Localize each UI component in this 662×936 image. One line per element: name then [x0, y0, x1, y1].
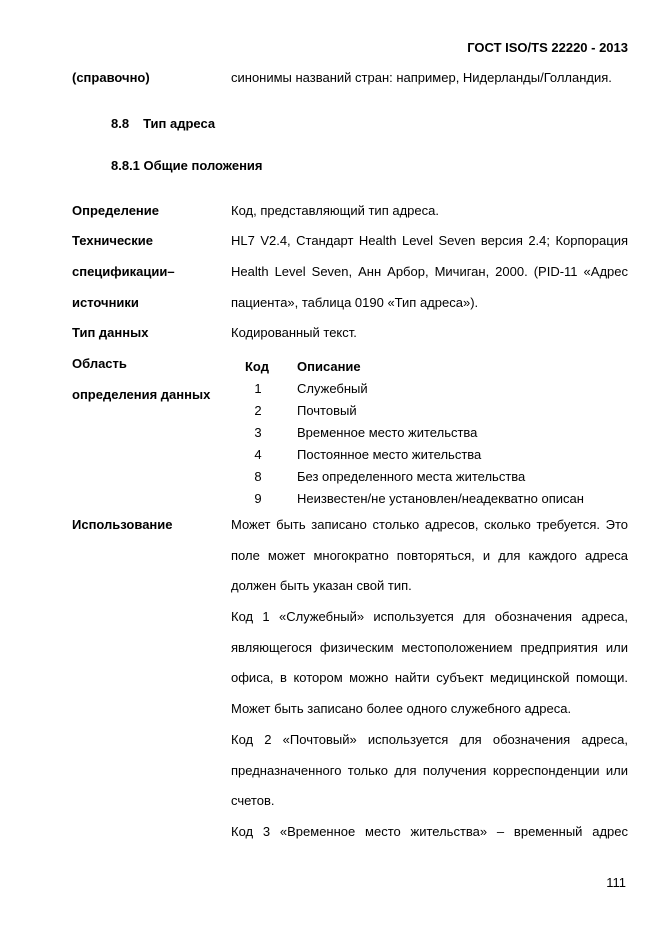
section-title: Тип адреса — [143, 116, 216, 131]
usage-line: счетов. — [231, 793, 275, 808]
data-type-text: Кодированный текст. — [231, 325, 357, 340]
usage-line: предназначенного только для получения корреспонденции или — [231, 763, 628, 778]
section-number: 8.8 — [111, 116, 130, 131]
data-type-label: Тип данных — [72, 325, 149, 340]
tech-specs-text-line: HL7 V2.4, Стандарт Health Level Seven версия 2.4; Корпорация — [231, 233, 628, 248]
code-cell: 9 — [254, 491, 262, 506]
page-number: 111 — [606, 875, 626, 890]
tech-specs-label-line: спецификации– — [72, 264, 175, 279]
usage-line: Код 1 «Служебный» используется для обозначения адреса, — [231, 609, 628, 624]
usage-line: Код 2 «Почтовый» используется для обозначения адреса, — [231, 732, 628, 747]
usage-label: Использование — [72, 517, 173, 532]
usage-line: Может быть записано столько адресов, сколько требуется. Это — [231, 517, 628, 532]
usage-line: офиса, в котором можно найти субъект медицинской помощи. — [231, 670, 628, 685]
description-cell: Постоянное место жительства — [297, 447, 482, 462]
domain-label-line: определения данных — [72, 387, 211, 402]
usage-line: должен быть указан свой тип. — [231, 578, 412, 593]
usage-line: Может быть записано более одного служебного адреса. — [231, 701, 572, 716]
top-row-label: (справочно) — [72, 70, 150, 85]
code-cell: 1 — [254, 381, 262, 396]
tech-specs-label-line: Технические — [72, 233, 153, 248]
subsection-heading: 8.8.1 Общие положения — [111, 158, 263, 173]
tech-specs-text-line: пациента», таблица 0190 «Тип адреса»). — [231, 295, 479, 310]
code-cell: 2 — [254, 403, 262, 418]
code-cell: 3 — [254, 425, 262, 440]
top-row-text: синонимы названий стран: например, Нидерланды/Голландия. — [231, 70, 612, 85]
code-cell: 8 — [254, 469, 262, 484]
description-cell: Почтовый — [297, 403, 357, 418]
section-heading — [111, 116, 215, 131]
domain-label-line: Область — [72, 356, 127, 371]
code-column-header: Код — [245, 359, 269, 374]
description-column-header: Описание — [297, 359, 361, 374]
code-cell: 4 — [254, 447, 262, 462]
tech-specs-text-line: Health Level Seven, Анн Арбор, Мичиган, 2000. (PID-11 «Адрес — [231, 264, 628, 279]
usage-line: являющегося физическим местоположением предприятия или — [231, 640, 628, 655]
tech-specs-label-line: источники — [72, 295, 139, 310]
description-cell: Без определенного места жительства — [297, 469, 526, 484]
description-cell: Неизвестен/не установлен/неадекватно описан — [297, 491, 584, 506]
document-header: ГОСТ ISO/TS 22220 - 2013 — [467, 40, 628, 55]
description-cell: Служебный — [297, 381, 368, 396]
definition-text: Код, представляющий тип адреса. — [231, 203, 439, 218]
usage-line: поле может многократно повторяться, и для каждого адреса — [231, 548, 628, 563]
usage-line: Код 3 «Временное место жительства» – временный адрес — [231, 824, 628, 839]
description-cell: Временное место жительства — [297, 425, 478, 440]
definition-label: Определение — [72, 203, 160, 218]
